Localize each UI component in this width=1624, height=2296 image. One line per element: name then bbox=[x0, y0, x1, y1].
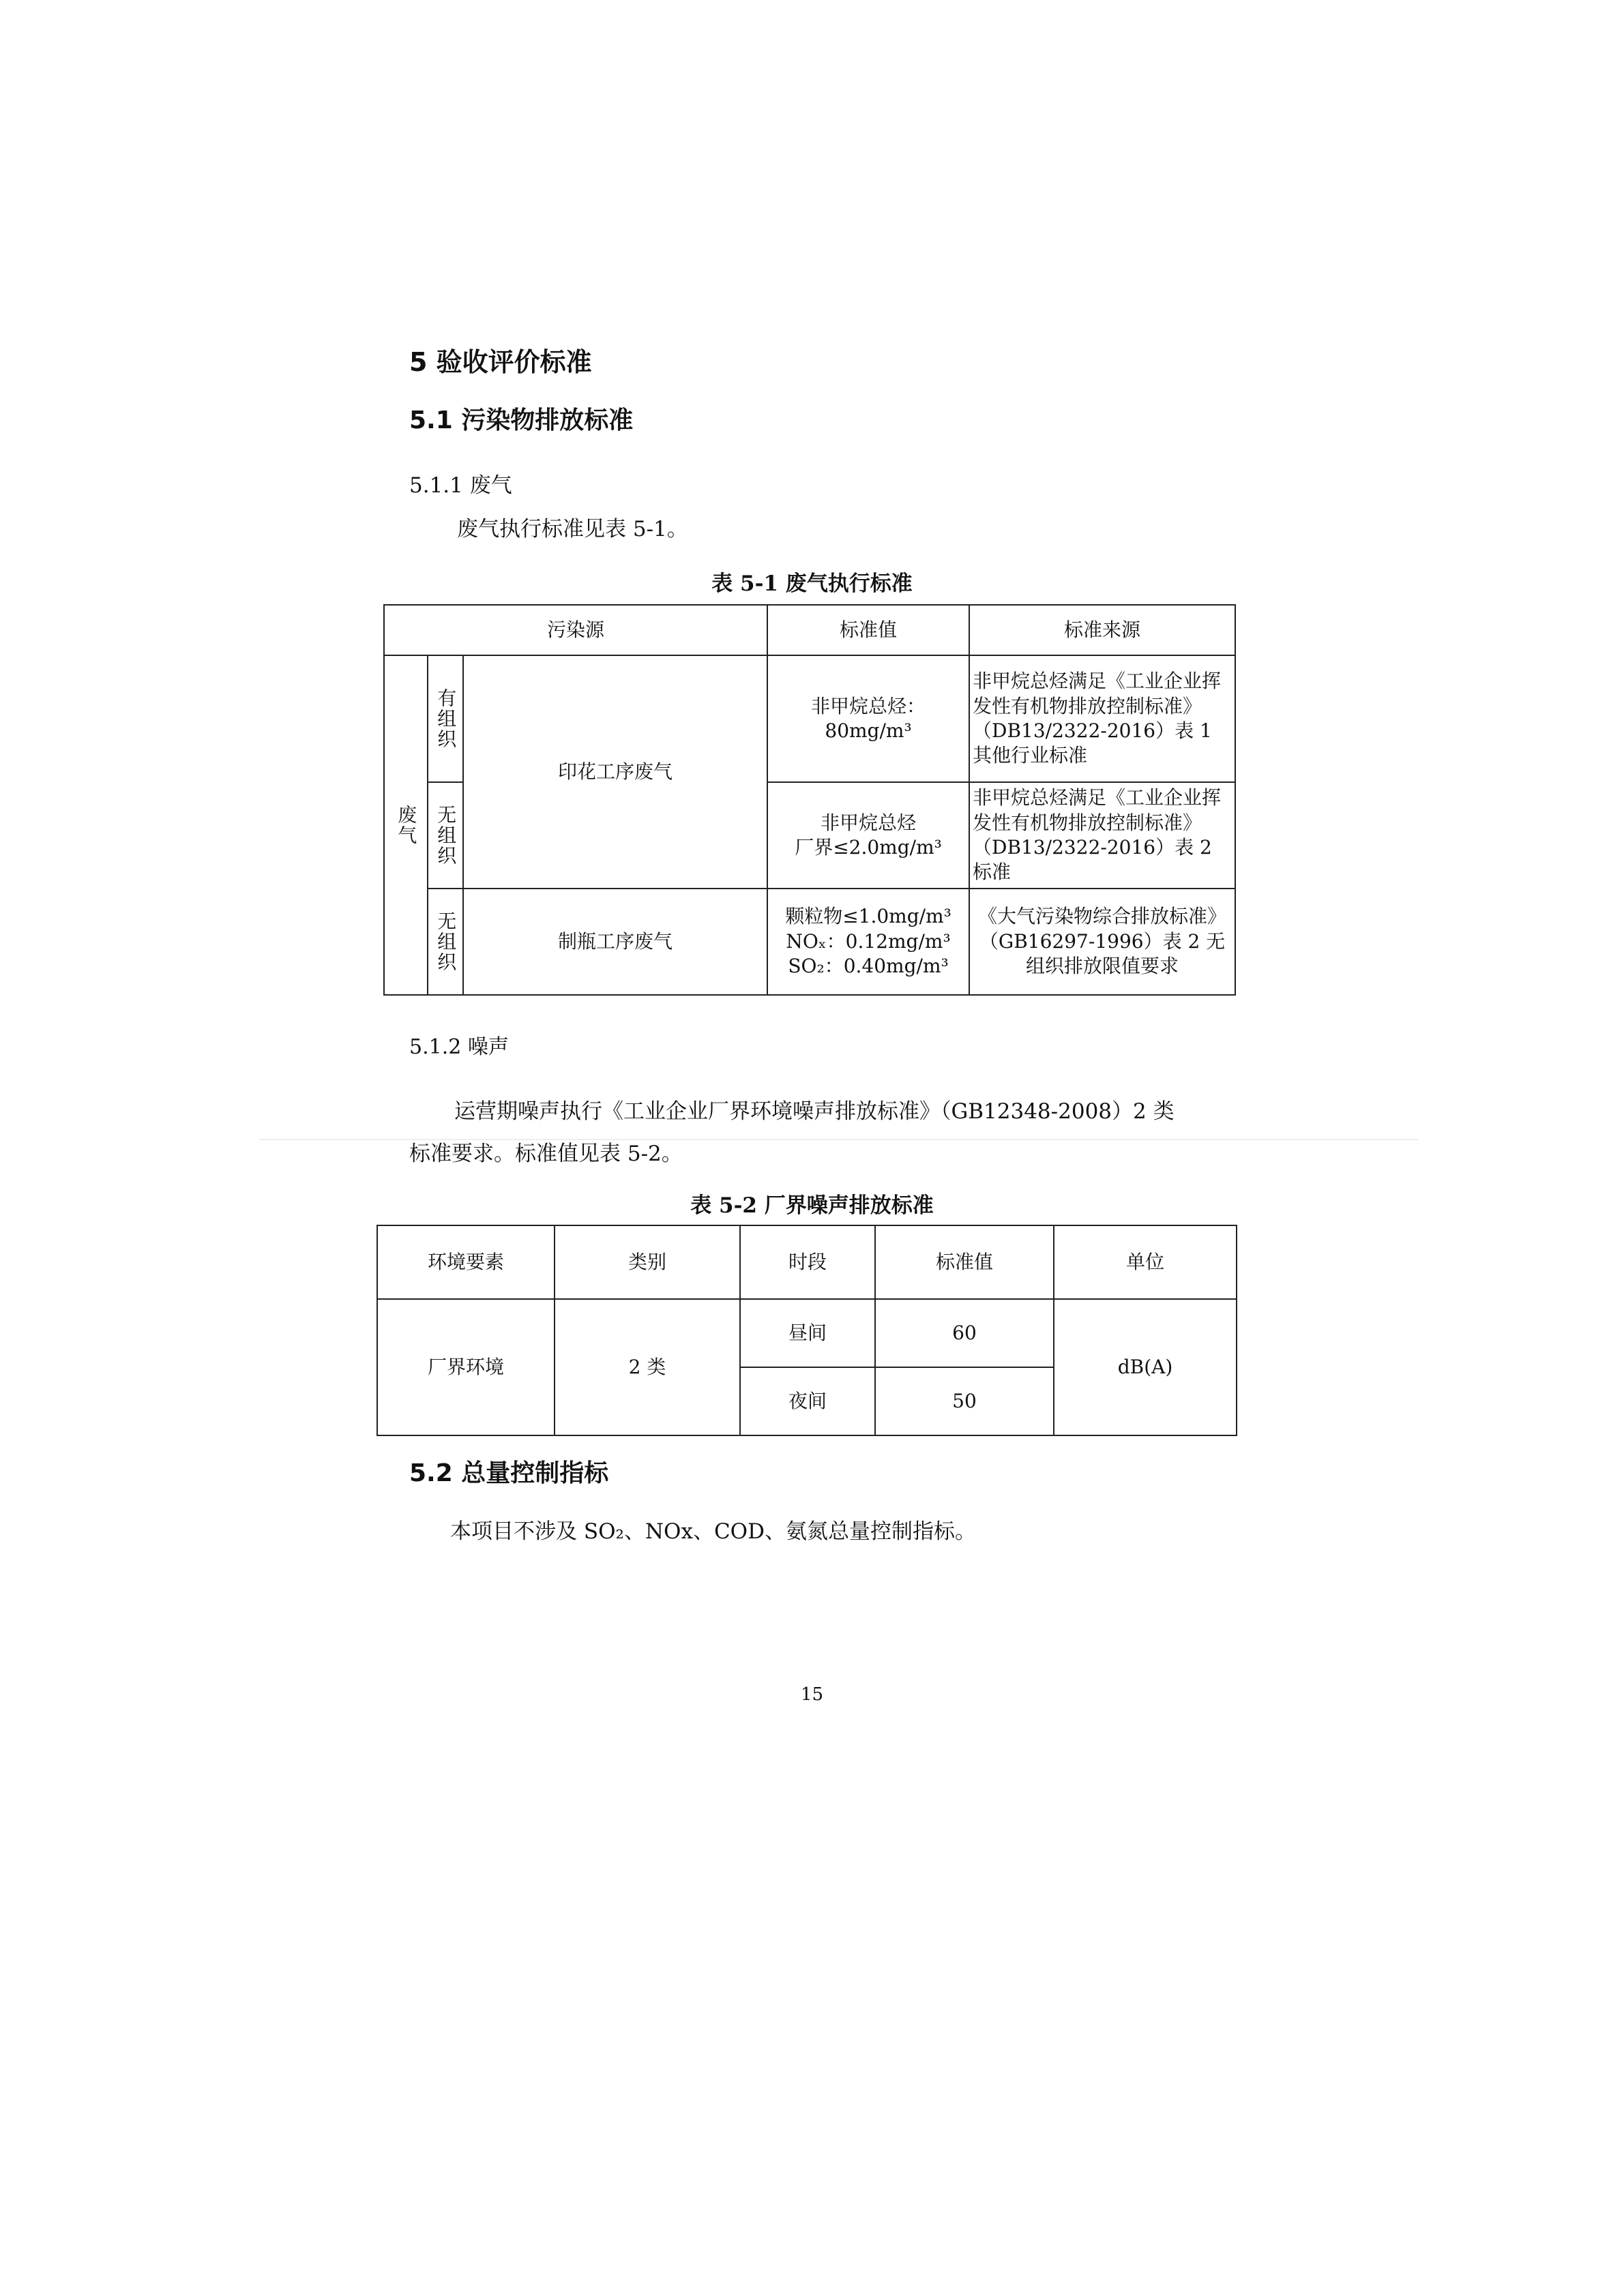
section-title: 5 验收评价标准 bbox=[409, 347, 592, 377]
table1-row3-value-line1: 颗粒物≤1.0mg/m³ bbox=[785, 905, 951, 928]
table1-row3-value-line3: SO₂：0.40mg/m³ bbox=[788, 955, 949, 978]
table1-row3-type: 无组织 bbox=[428, 889, 463, 995]
table2-header-period: 时段 bbox=[740, 1225, 875, 1299]
subsection-title-5-1-1: 5.1.1 废气 bbox=[409, 473, 512, 498]
paragraph-gas: 废气执行标准见表 5-1。 bbox=[457, 517, 688, 541]
table1-caption: 表 5-1 废气执行标准 bbox=[711, 571, 913, 596]
table1-row3-value bbox=[767, 889, 969, 995]
table1-row2-type: 无组织 bbox=[428, 782, 463, 889]
table2-category: 2 类 bbox=[555, 1299, 740, 1435]
table1-header-origin: 标准来源 bbox=[969, 605, 1235, 655]
table2-caption: 表 5-2 厂界噪声排放标准 bbox=[690, 1193, 934, 1218]
table1-row1-origin: 非甲烷总烃满足《工业企业挥发性有机物排放控制标准》（DB13/2322-2016）表 1 其他行业标准 bbox=[969, 655, 1235, 782]
table1-row1-process: 印花工序废气 bbox=[463, 655, 767, 889]
page-number: 15 bbox=[800, 1684, 824, 1705]
table1-row3-value-line2: NOₓ：0.12mg/m³ bbox=[786, 929, 951, 953]
table2-header-element: 环境要素 bbox=[377, 1225, 555, 1299]
table2-header-unit: 单位 bbox=[1054, 1225, 1237, 1299]
table1-row3-process: 制瓶工序废气 bbox=[463, 889, 767, 995]
table2-value-night: 50 bbox=[875, 1367, 1054, 1435]
table2-header-category: 类别 bbox=[555, 1225, 740, 1299]
subsection-title-5-1-2: 5.1.2 噪声 bbox=[409, 1035, 509, 1059]
table1-row2-value-line2: 厂界≤2.0mg/m³ bbox=[795, 836, 942, 859]
table-gas-standard bbox=[383, 604, 1236, 996]
table2-unit: dB(A) bbox=[1054, 1299, 1237, 1435]
table2-period-night: 夜间 bbox=[740, 1367, 875, 1435]
table1-row2-value bbox=[767, 782, 969, 889]
table1-header-source: 污染源 bbox=[384, 605, 767, 655]
subsection-title-5-1: 5.1 污染物排放标准 bbox=[409, 406, 634, 434]
subsection-title-5-2: 5.2 总量控制指标 bbox=[409, 1459, 609, 1487]
paragraph-total-control: 本项目不涉及 SO₂、NOx、COD、氨氮总量控制指标。 bbox=[450, 1519, 976, 1544]
table2-element: 厂界环境 bbox=[377, 1299, 555, 1435]
paragraph-noise-line1: 运营期噪声执行《工业企业厂界环境噪声排放标准》（GB12348-2008）2 类 bbox=[454, 1099, 1175, 1124]
table2-value-day: 60 bbox=[875, 1299, 1054, 1367]
paragraph-noise-line2: 标准要求。标准值见表 5-2。 bbox=[409, 1142, 683, 1166]
table1-category: 废气 bbox=[384, 655, 428, 995]
table1-row2-origin: 非甲烷总烃满足《工业企业挥发性有机物排放控制标准》（DB13/2322-2016）表 2 标准 bbox=[969, 782, 1235, 889]
table1-row3-origin: 《大气污染物综合排放标准》（GB16297-1996）表 2 无组织排放限值要求 bbox=[969, 889, 1235, 995]
table1-header-value: 标准值 bbox=[767, 605, 969, 655]
table1-row1-type: 有组织 bbox=[428, 655, 463, 782]
table2-header-value: 标准值 bbox=[875, 1225, 1054, 1299]
table2-period-day: 昼间 bbox=[740, 1299, 875, 1367]
table-noise-standard bbox=[377, 1225, 1237, 1436]
table1-row2-value-line1: 非甲烷总烃 bbox=[821, 811, 917, 834]
table1-row1-value: 非甲烷总烃：80mg/m³ bbox=[767, 655, 969, 782]
